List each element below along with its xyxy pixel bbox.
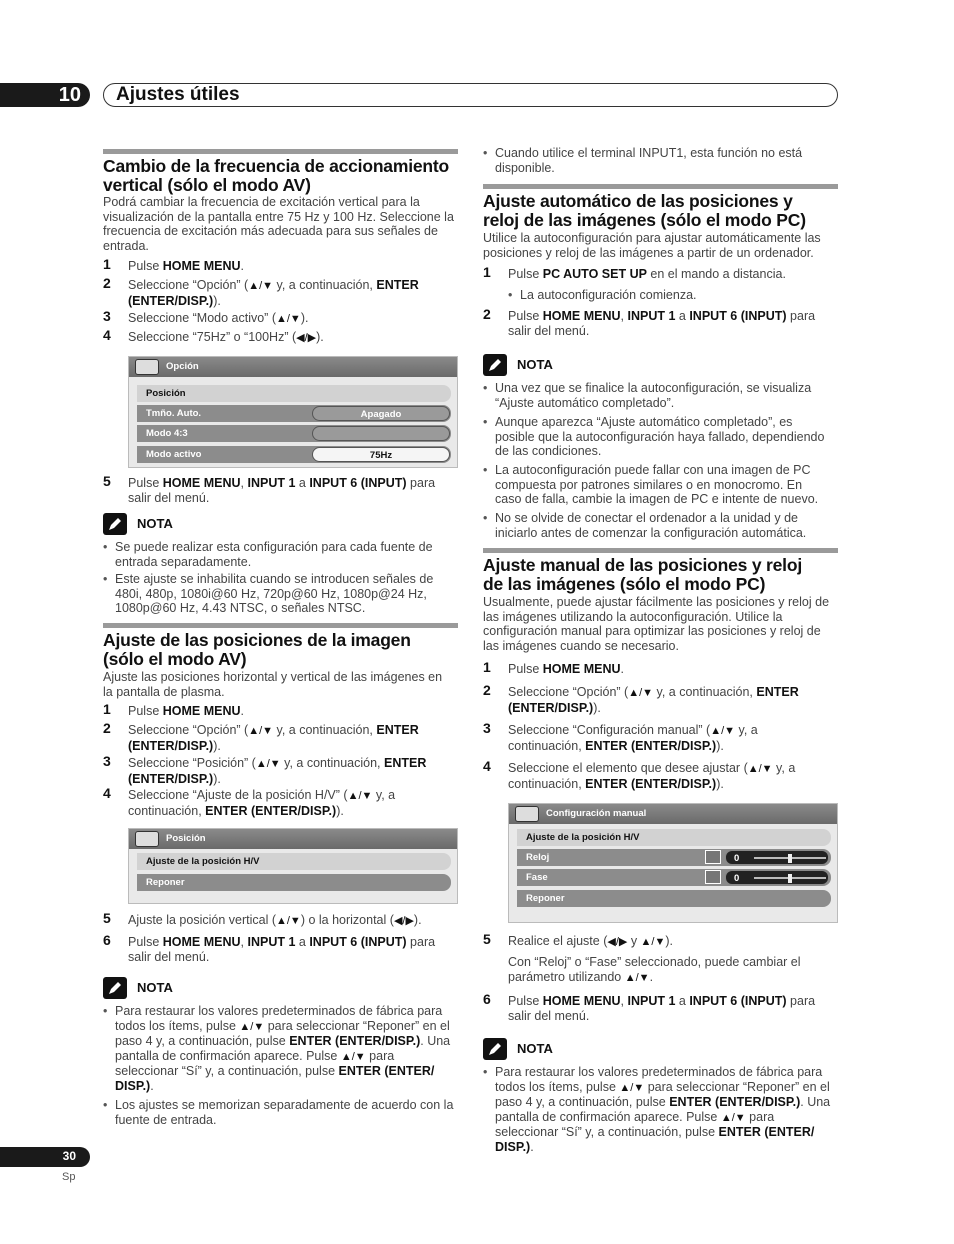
chapter-number: 10 (58, 84, 81, 106)
section-rule (483, 548, 838, 553)
menu-icon (515, 806, 539, 822)
section-intro: Utilice la autoconfiguración para ajustar automáticamente las posiciones y reloj de las imágenes a partir de un ordenador. (483, 231, 821, 260)
modo-4-3-field (312, 426, 450, 441)
osd-row-modo-activo[interactable]: Modo activo (137, 446, 451, 463)
note-bullet: • Los ajustes se memorizan separadamente de acuerdo con la fuente de entrada. (103, 1098, 458, 1127)
osd-header: Opción (129, 357, 457, 377)
step-5-detail: Con “Reloj” o “Fase” seleccionado, puede cambiar el parámetro utilizando ▲/▼. (508, 955, 801, 984)
clock-slider[interactable]: 0 (725, 850, 829, 865)
note-bullet: • Para restaurar los valores predeterminados de fábrica para todos los ítems, pulse ▲/▼ para seleccionar “Reponer” en el paso 4 y, a continuación, pulse ENTER (ENTER/DISP.). Una pantalla de confirmación aparece. Pulse ▲/▼ para seleccionar “Sí” y, a continuación, pulse ENTER (ENTER/ DISP.). (103, 1004, 458, 1093)
pencil-note-icon (483, 354, 507, 376)
note-bullet: • No se olvide de conectar el ordenador a la unidad y de iniciarlo antes de comenzar la configuración automática. (483, 511, 838, 540)
note-bullet: • Este ajuste se inhabilita cuando se introducen señales de 480i, 480p, 1080i@60 Hz, 720p@60 Hz, 1080p@24 Hz, 1080p@60 Hz, 4.43 NTSC, o señales NTSC. (103, 572, 458, 616)
phase-icon (705, 870, 721, 884)
section-rule (103, 623, 458, 628)
manual-config-screen (508, 803, 838, 923)
section-title: Ajuste automático de las posiciones y reloj de las imágenes (sólo el modo PC) (483, 191, 806, 230)
section-title: Ajuste manual de las posiciones y reloj de las imágenes (sólo el modo PC) (483, 555, 802, 594)
osd-header: Configuración manual (509, 804, 837, 824)
note-bullet: • Para restaurar los valores predeterminados de fábrica para todos los ítems, pulse ▲/▼ para seleccionar “Reponer” en el paso 4 y, a continuación, pulse ENTER (ENTER/DISP.). Una pantalla de confirmación aparece. Pulse ▲/▼ para seleccionar “Sí” y, a continuación, pulse ENTER (ENTER/ DISP.). (483, 1065, 838, 1154)
note-bullet: • La autoconfiguración puede fallar con una imagen de PC compuesta por patrones similares o en monocromo. En caso de falla, cambie la imagen de PC e intente de nuevo. (483, 463, 838, 507)
language-code: Sp (62, 1171, 76, 1183)
osd-row-fase[interactable]: Fase (517, 869, 831, 886)
osd-row-modo-4-3[interactable]: Modo 4:3 (137, 425, 451, 442)
option-menu-screen (128, 356, 458, 468)
chapter-title: Ajustes útiles (116, 84, 240, 105)
section-rule (103, 149, 458, 154)
chapter-number-badge (0, 83, 90, 107)
section-title: Cambio de la frecuencia de accionamiento vertical (sólo el modo AV) (103, 156, 449, 195)
osd-row-reloj[interactable]: Reloj (517, 849, 831, 866)
pencil-note-icon (103, 977, 127, 999)
slider-thumb[interactable] (788, 874, 792, 883)
osd-row-posicion[interactable]: Posición (137, 385, 451, 402)
sub-bullet: • La autoconfiguración comienza. (508, 288, 838, 303)
osd-row-ajuste-hv[interactable]: Ajuste de la posición H/V (137, 853, 451, 870)
osd-row-tamano-auto[interactable]: Tmño. Auto. (137, 405, 451, 422)
note-bullet: • Aunque aparezca “Ajuste automático completado”, es posible que la autoconfiguración haya fallado, dependiendo de las condiciones. (483, 415, 838, 459)
menu-icon (135, 359, 159, 375)
osd-row-reponer[interactable]: Reponer (517, 890, 831, 907)
chapter-title-box (103, 83, 838, 107)
position-menu-screen (128, 828, 458, 904)
note-bullet: • Cuando utilice el terminal INPUT1, esta función no está disponible. (483, 146, 838, 175)
note-bullet: • Una vez que se finalice la autoconfiguración, se visualiza “Ajuste automático completado”. (483, 381, 838, 410)
page-number-badge: 30 (0, 1147, 90, 1167)
active-value-field[interactable]: 75Hz (312, 447, 450, 462)
note-bullet: • Se puede realizar esta configuración para cada fuente de entrada separadamente. (103, 540, 458, 569)
section-intro: Podrá cambiar la frecuencia de excitación vertical para la visualización de la pantalla entre 75 Hz y 100 Hz. Seleccione la frecuencia de excitación más adecuada para sus señales de entrada. (103, 195, 454, 253)
section-intro: Usualmente, puede ajustar fácilmente las posiciones y reloj de las imágenes utilizando la autoconfiguración. Utilice la configuración manual para optimizar las posiciones y reloj de las imágenes cuando se necesario. (483, 595, 830, 653)
pencil-note-icon (103, 513, 127, 535)
clock-icon (705, 850, 721, 864)
phase-slider[interactable]: 0 (725, 870, 829, 885)
osd-row-reponer[interactable]: Reponer (137, 874, 451, 891)
section-title: Ajuste de las posiciones de la imagen (sólo el modo AV) (103, 630, 411, 669)
auto-value-field: Apagado (312, 406, 450, 421)
slider-thumb[interactable] (788, 854, 792, 863)
osd-row-ajuste-hv[interactable]: Ajuste de la posición H/V (517, 829, 831, 846)
osd-header: Posición (129, 829, 457, 849)
menu-icon (135, 831, 159, 847)
section-rule (483, 184, 838, 189)
section-intro: Ajuste las posiciones horizontal y vertical de las imágenes en la pantalla de plasma. (103, 670, 443, 699)
pencil-note-icon (483, 1038, 507, 1060)
